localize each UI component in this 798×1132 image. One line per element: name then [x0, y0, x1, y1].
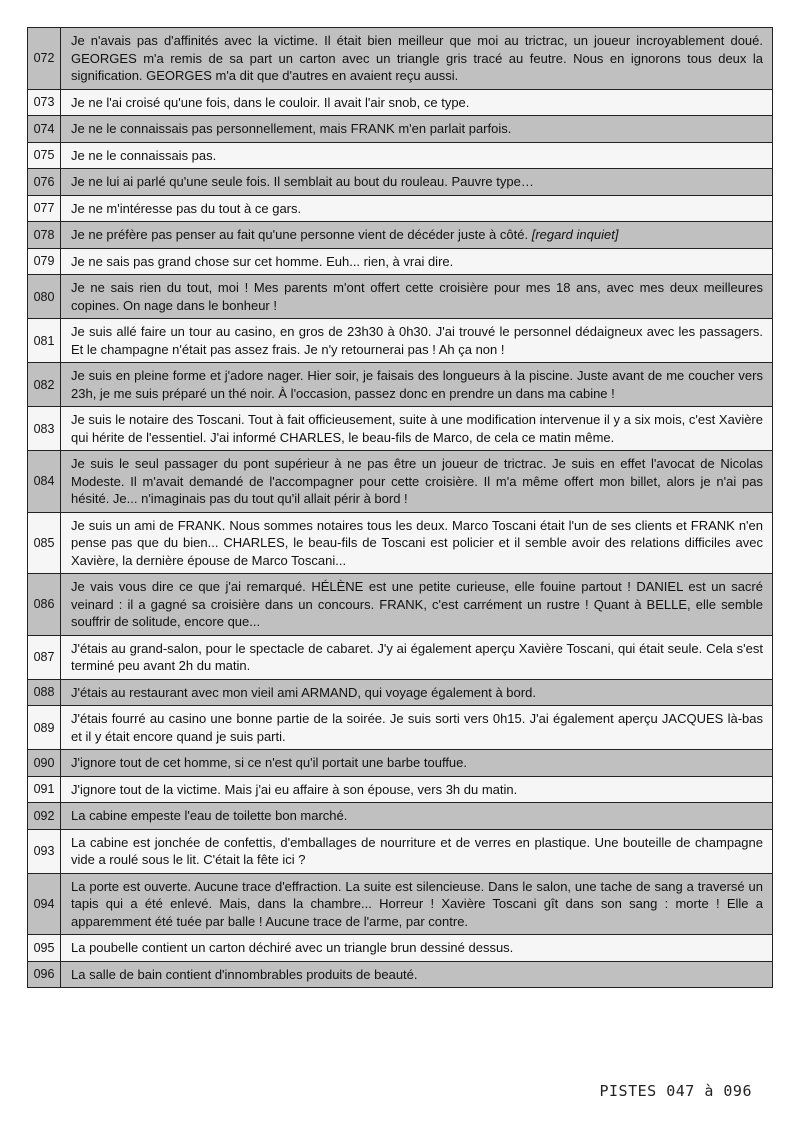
clue-text-body: Je ne préfère pas penser au fait qu'une personne vient de décéder juste à côté. — [71, 227, 529, 242]
clues-table — [27, 27, 773, 988]
clue-number: 074 — [28, 116, 61, 142]
table-row — [28, 116, 772, 143]
clue-text — [61, 28, 772, 89]
clue-text — [61, 169, 772, 195]
stage-direction: [regard inquiet] — [531, 227, 619, 242]
clue-text-body: Je suis le notaire des Toscani. Tout à fait officieusement, suite à une modification intervenue il y a six mois, c'est Xavière qui hérite de l'essentiel. J'ai informé CHARLES, le beau-fils de Marco, de cela ce matin même. — [71, 412, 763, 445]
clue-text-body: Je ne l'ai croisé qu'une fois, dans le couloir. Il avait l'air snob, ce type. — [71, 94, 470, 110]
table-row — [28, 935, 772, 962]
clue-text-body: La porte est ouverte. Aucune trace d'effraction. La suite est silencieuse. Dans le salon, une tache de sang a traversé un tapis qui a été enlevé. Mais, dans la chambre... Horreur ! Xavière Toscani gît dans son sang : morte ! Elle a apparemment été tuée par balle ! Aucune trace de l'arme, par contre. — [71, 878, 763, 929]
table-row — [28, 874, 772, 936]
clue-text — [61, 680, 772, 706]
clue-number: 084 — [28, 451, 61, 512]
clue-number: 077 — [28, 196, 61, 222]
clue-number: 093 — [28, 830, 61, 873]
table-row — [28, 143, 772, 170]
table-row — [28, 451, 772, 513]
clue-number: 094 — [28, 874, 61, 935]
table-row — [28, 169, 772, 196]
clue-number: 087 — [28, 636, 61, 679]
table-row — [28, 249, 772, 276]
clue-text-body: J'ignore tout de la victime. Mais j'ai eu affaire à son épouse, vers 3h du matin. — [71, 781, 518, 797]
clue-text — [61, 777, 772, 803]
clue-text-body: Je n'avais pas d'affinités avec la victime. Il était bien meilleur que moi au trictrac, un joueur incroyablement doué. GEORGES m'a remis de sa part un carton avec un triangle gris tracé au feutre. Nous en ignorons tous deux la signification. GEORGES m'a dit que d'autres en avaient reçu aussi. — [71, 33, 763, 83]
clue-number: 072 — [28, 28, 61, 89]
clue-number: 075 — [28, 143, 61, 169]
table-row — [28, 574, 772, 636]
clue-text — [61, 407, 772, 450]
table-row — [28, 706, 772, 750]
clue-number: 078 — [28, 222, 61, 248]
clue-text — [61, 874, 772, 935]
table-row — [28, 363, 772, 407]
clue-text — [61, 830, 772, 873]
page-footer: PISTES 047 à 096 — [599, 1082, 752, 1100]
clue-text-body: Je vais vous dire ce que j'ai remarqué. HÉLÈNE est une petite curieuse, elle fouine partout ! DANIEL est un sacré veinard : il a gagné sa croisière dans un concours. FRANK, c'est carrément un rustre ! Quant à BELLE, elle semble souffrir de solitude, encore que... — [71, 579, 763, 629]
clue-number: 076 — [28, 169, 61, 195]
table-row — [28, 830, 772, 874]
clue-number: 082 — [28, 363, 61, 406]
clue-number: 081 — [28, 319, 61, 362]
clue-text — [61, 249, 772, 275]
clue-text-body: La poubelle contient un carton déchiré avec un triangle brun dessiné dessus. — [71, 940, 514, 955]
clue-text-body: Je suis allé faire un tour au casino, en gros de 23h30 à 0h30. J'ai trouvé le personnel dédaigneux avec les passagers. Et le champagne n'était pas assez frais. Je n'y retournerai pas ! Ah ça non ! — [71, 324, 763, 357]
table-row — [28, 777, 772, 804]
clue-text — [61, 935, 772, 961]
clue-number: 090 — [28, 750, 61, 776]
clue-text-body: J'ignore tout de cet homme, si ce n'est qu'il portait une barbe touffue. — [71, 755, 467, 770]
clue-text — [61, 319, 772, 362]
clue-text — [61, 513, 772, 574]
clue-number: 088 — [28, 680, 61, 706]
table-row — [28, 680, 772, 707]
clue-text — [61, 222, 772, 248]
clue-number: 080 — [28, 275, 61, 318]
clue-text — [61, 636, 772, 679]
clue-text — [61, 196, 772, 222]
clue-number: 083 — [28, 407, 61, 450]
clue-number: 089 — [28, 706, 61, 749]
clue-text — [61, 90, 772, 116]
clue-text-body: Je suis en pleine forme et j'adore nager. Hier soir, je faisais des longueurs à la piscine. Juste avant de me coucher vers 23h, je me suis préparé un thé noir. À l'occasion, passez donc en prendre un dans ma cabine ! — [71, 368, 763, 401]
clue-text — [61, 116, 772, 142]
clue-text-body: La cabine est jonchée de confettis, d'emballages de nourriture et de verres en plastique. Une bouteille de champagne vide a roulé sous le lit. C'était la fête ici ? — [71, 834, 763, 867]
table-row — [28, 513, 772, 575]
clue-text-body: Je ne sais rien du tout, moi ! Mes parents m'ont offert cette croisière pour mes 18 ans, avec mes deux meilleures copines. On nage dans le bonheur ! — [71, 280, 763, 313]
table-row — [28, 750, 772, 777]
clue-number: 086 — [28, 574, 61, 635]
table-row — [28, 962, 772, 988]
table-row — [28, 222, 772, 249]
clue-text — [61, 574, 772, 635]
clue-text-body: Je ne le connaissais pas. — [71, 147, 217, 163]
table-row — [28, 319, 772, 363]
clue-text — [61, 962, 772, 988]
clue-text-body: J'étais au restaurant avec mon vieil ami ARMAND, qui voyage également à bord. — [71, 684, 536, 700]
table-row — [28, 407, 772, 451]
clue-text — [61, 275, 772, 318]
clue-number: 073 — [28, 90, 61, 116]
clue-text — [61, 803, 772, 829]
table-row — [28, 636, 772, 680]
clue-text — [61, 451, 772, 512]
table-row — [28, 28, 772, 90]
clue-text-body: Je suis le seul passager du pont supérieur à ne pas être un joueur de trictrac. Je suis en effet l'avocat de Nicolas Modeste. Il m'avait demandé de l'accompagner pour cette croisière. Il m'a même offert mon billet, alors je n'ai pas hésité. Je... n'imaginais pas du tout qu'il allait périr à bord ! — [71, 456, 763, 506]
clue-text-body: Je suis un ami de FRANK. Nous sommes notaires tous les deux. Marco Toscani était l'un de ses clients et FRANK n'en pense pas que du bien... CHARLES, le beau-fils de Toscani est policier et il semble avoir des relations difficiles avec Xavière, la dernière épouse de Marco Toscani... — [71, 517, 763, 568]
clue-text-body: J'étais fourré au casino une bonne partie de la soirée. Je suis sorti vers 0h15. J'ai également aperçu JACQUES là-bas et il y était encore quand je suis parti. — [71, 711, 763, 744]
clue-text-body: La salle de bain contient d'innombrables produits de beauté. — [71, 966, 418, 982]
clue-text-body: J'étais au grand-salon, pour le spectacle de cabaret. J'y ai également aperçu Xavière Toscani, qui était seule. Cela s'est terminé peu avant 2h du matin. — [71, 640, 763, 673]
clue-text — [61, 750, 772, 776]
clue-text — [61, 706, 772, 749]
clue-text — [61, 143, 772, 169]
clue-number: 096 — [28, 962, 61, 988]
clue-text-body: Je ne le connaissais pas personnellement, mais FRANK m'en parlait parfois. — [71, 121, 512, 136]
clue-text-body: Je ne lui ai parlé qu'une seule fois. Il semblait au bout du rouleau. Pauvre type… — [71, 174, 534, 189]
clue-text-body: Je ne m'intéresse pas du tout à ce gars. — [71, 200, 302, 216]
clue-number: 085 — [28, 513, 61, 574]
clue-number: 092 — [28, 803, 61, 829]
clue-number: 091 — [28, 777, 61, 803]
table-row — [28, 275, 772, 319]
clue-number: 079 — [28, 249, 61, 275]
table-row — [28, 803, 772, 830]
table-row — [28, 90, 772, 117]
table-row — [28, 196, 772, 223]
clue-text — [61, 363, 772, 406]
clue-text-body: Je ne sais pas grand chose sur cet homme. Euh... rien, à vrai dire. — [71, 253, 454, 269]
clue-number: 095 — [28, 935, 61, 961]
clue-text-body: La cabine empeste l'eau de toilette bon marché. — [71, 808, 348, 823]
